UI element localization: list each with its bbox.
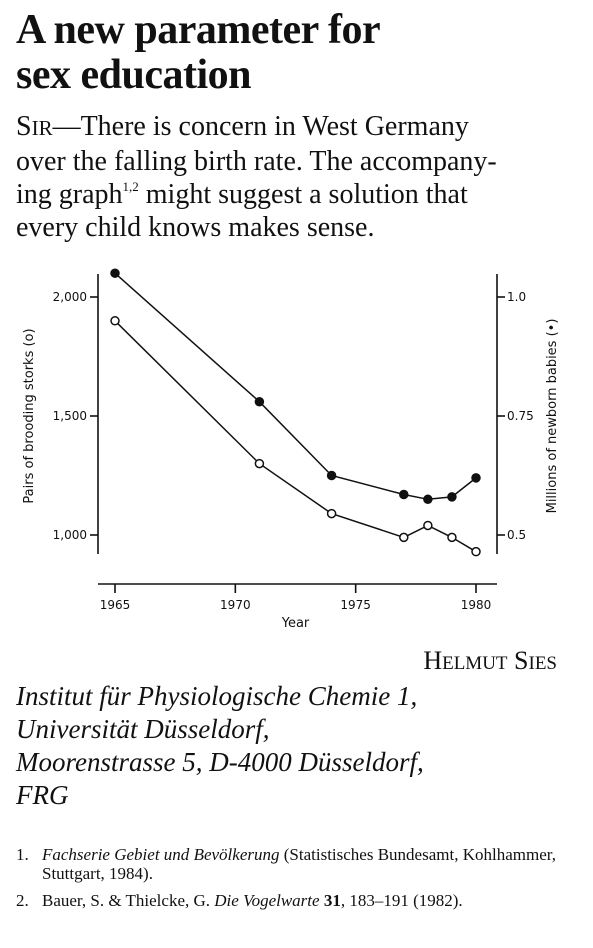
babies-data-point [400,491,408,499]
reference-detail: (Statistisches Bundesamt, Kohlhammer, Stuttgart, 1984). [42,845,556,883]
y-right-tick-label: 0.75 [507,409,534,423]
address-line: Institut für Physiologische Chemie 1, [16,681,418,711]
y-right-tick-label: 1.0 [507,290,527,304]
x-tick-label: 1970 [220,598,251,612]
storks-data-point [111,317,119,325]
storks-babies-chart [0,262,593,637]
author-first-rest: ELMUT [442,653,508,674]
x-axis-label: Year [281,616,310,631]
letter-line-2: over the falling birth rate. The accompany- [16,146,497,177]
reference-list [16,845,556,918]
babies-series-line [115,273,476,499]
letter-body [16,110,578,244]
storks-data-point [400,533,408,541]
reference-journal: Die Vogelwarte [214,891,320,910]
storks-data-point [255,460,263,468]
letter-line-1: —There is concern in West Germany [52,111,469,142]
author-last-rest: IES [528,653,557,674]
babies-data-point [255,398,263,406]
reference-detail: , 183–191 (1982). [340,891,463,910]
letter-line-4: every child knows makes sense. [16,212,375,243]
x-tick-label: 1965 [99,598,131,612]
babies-data-point [448,493,456,501]
reference-title: Fachserie Gebiet und Bevölkerung [42,845,280,864]
author-first-initial: H [423,646,443,675]
article-title [16,8,581,98]
title-line-1: A new parameter for [16,7,381,53]
salutation-rest: IR [31,116,53,140]
reference-item [16,845,556,883]
babies-data-point [111,269,119,277]
y-left-tick-label: 1,500 [52,409,87,423]
storks-data-point [472,548,480,556]
title-line-2: sex education [16,52,251,98]
y-left-axis-label: Pairs of brooding storks (o) [22,328,37,504]
letter-line-3a: ing graph [16,179,123,210]
reference-volume: 31 [319,891,341,910]
letter-line-3b: might suggest a solution that [138,179,468,210]
address-line: Moorenstrasse 5, D-4000 Düsseldorf, [16,747,424,777]
y-left-tick-label: 1,000 [52,528,87,542]
x-tick-label: 1980 [460,598,492,612]
storks-data-point [448,533,456,541]
babies-data-point [328,472,336,480]
reference-number: 2. [16,891,29,910]
author-signature [423,646,557,679]
storks-data-point [328,510,336,518]
y-right-tick-label: 0.5 [507,528,527,542]
address-line: Universität Düsseldorf, [16,714,270,744]
address-line: FRG [16,780,69,810]
x-tick-label: 1975 [340,598,371,612]
babies-data-point [424,495,432,503]
y-right-axis-label: Millions of newborn babies (•) [545,318,560,514]
storks-series-line [115,321,476,552]
reference-authors: Bauer, S. & Thielcke, G. [42,891,215,910]
salutation-initial: S [16,111,32,142]
reference-number: 1. [16,845,29,864]
author-address [16,680,576,812]
y-left-tick-label: 2,000 [52,290,87,304]
citation-superscript: 1,2 [122,179,139,194]
babies-data-point [472,474,480,482]
storks-data-point [424,521,432,529]
reference-item [16,891,556,910]
author-last-initial: S [514,646,529,675]
